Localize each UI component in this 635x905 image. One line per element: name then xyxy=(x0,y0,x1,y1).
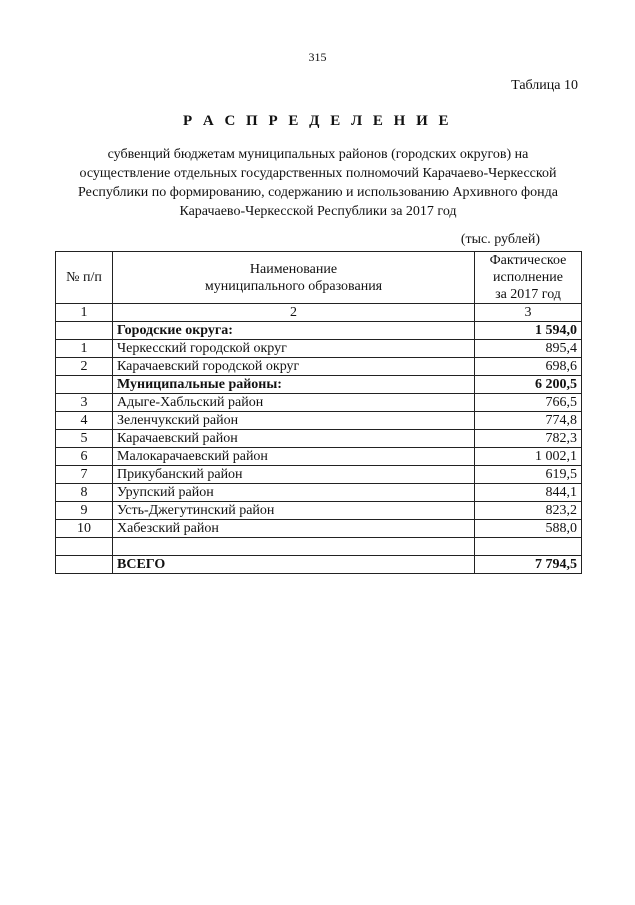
row-number xyxy=(56,538,113,556)
header-num: № п/п xyxy=(56,252,113,304)
subtitle-line: субвенций бюджетам муниципальных районов (городских округов) на xyxy=(107,147,529,162)
page-number: 315 xyxy=(308,50,327,64)
row-value: 698,6 xyxy=(475,358,582,376)
row-value: 844,1 xyxy=(475,484,582,502)
row-number: 3 xyxy=(56,394,113,412)
row-number: 6 xyxy=(56,448,113,466)
table-header-row xyxy=(56,252,582,304)
table-label: Таблица 10 xyxy=(511,78,578,93)
subtitle-line: Карачаево-Черкесской Республики за 2017 год xyxy=(179,204,457,219)
row-value: 1 002,1 xyxy=(475,448,582,466)
table-row xyxy=(56,520,582,538)
row-number: 5 xyxy=(56,430,113,448)
header-value-line: за 2017 год xyxy=(495,287,561,302)
row-number xyxy=(56,376,113,394)
table-row xyxy=(56,448,582,466)
row-number: 4 xyxy=(56,412,113,430)
row-name: Зеленчукский район xyxy=(113,412,475,430)
table-row xyxy=(56,538,582,556)
header-value-line: исполнение xyxy=(493,270,563,285)
row-name: Урупский район xyxy=(113,484,475,502)
row-name: Городские округа: xyxy=(113,322,475,340)
table-row xyxy=(56,358,582,376)
table-row xyxy=(56,394,582,412)
row-name: Прикубанский район xyxy=(113,466,475,484)
row-name: Хабезский район xyxy=(113,520,475,538)
row-number xyxy=(56,322,113,340)
row-number xyxy=(56,556,113,574)
row-value: 766,5 xyxy=(475,394,582,412)
row-value: 895,4 xyxy=(475,340,582,358)
table-row xyxy=(56,502,582,520)
row-name xyxy=(113,538,475,556)
row-value: 774,8 xyxy=(475,412,582,430)
row-value: 7 794,5 xyxy=(475,556,582,574)
row-value: 782,3 xyxy=(475,430,582,448)
distribution-table xyxy=(55,251,582,574)
row-value: 6 200,5 xyxy=(475,376,582,394)
row-name: Карачаевский городской округ xyxy=(113,358,475,376)
table-row xyxy=(56,340,582,358)
table-row xyxy=(56,466,582,484)
row-name: Черкесский городской округ xyxy=(113,340,475,358)
table-row xyxy=(56,322,582,340)
table-row xyxy=(56,376,582,394)
document-title: Р А С П Р Е Д Е Л Е Н И Е xyxy=(182,113,452,129)
table-row xyxy=(56,412,582,430)
units-label: (тыс. рублей) xyxy=(460,232,540,247)
row-number: 9 xyxy=(56,502,113,520)
header-value-line: Фактическое xyxy=(489,253,567,268)
row-name: Малокарачаевский район xyxy=(113,448,475,466)
row-name: Муниципальные районы: xyxy=(113,376,475,394)
table-row xyxy=(56,430,582,448)
row-number: 10 xyxy=(56,520,113,538)
row-value: 1 594,0 xyxy=(475,322,582,340)
row-name: ВСЕГО xyxy=(113,556,475,574)
document-subtitle xyxy=(55,145,581,221)
column-index-row xyxy=(56,304,582,322)
header-name xyxy=(113,252,475,304)
column-index: 1 xyxy=(56,304,113,322)
column-index: 2 xyxy=(113,304,475,322)
subtitle-line: Республики по формированию, содержанию и использованию Архивного фонда xyxy=(78,185,558,200)
table-row xyxy=(56,556,582,574)
row-number: 7 xyxy=(56,466,113,484)
row-name: Адыге-Хабльский район xyxy=(113,394,475,412)
subtitle-line: осуществление отдельных государственных полномочий Карачаево-Черкесской xyxy=(79,166,557,181)
column-index: 3 xyxy=(475,304,582,322)
table-body xyxy=(56,322,582,574)
row-number: 2 xyxy=(56,358,113,376)
row-name: Усть-Джегутинский район xyxy=(113,502,475,520)
row-value: 619,5 xyxy=(475,466,582,484)
row-value xyxy=(475,538,582,556)
row-value: 823,2 xyxy=(475,502,582,520)
row-number: 1 xyxy=(56,340,113,358)
header-value xyxy=(475,252,582,304)
row-value: 588,0 xyxy=(475,520,582,538)
row-name: Карачаевский район xyxy=(113,430,475,448)
header-name-line: муниципального образования xyxy=(204,278,383,294)
table-row xyxy=(56,484,582,502)
row-number: 8 xyxy=(56,484,113,502)
header-name-line: Наименование xyxy=(249,261,338,277)
